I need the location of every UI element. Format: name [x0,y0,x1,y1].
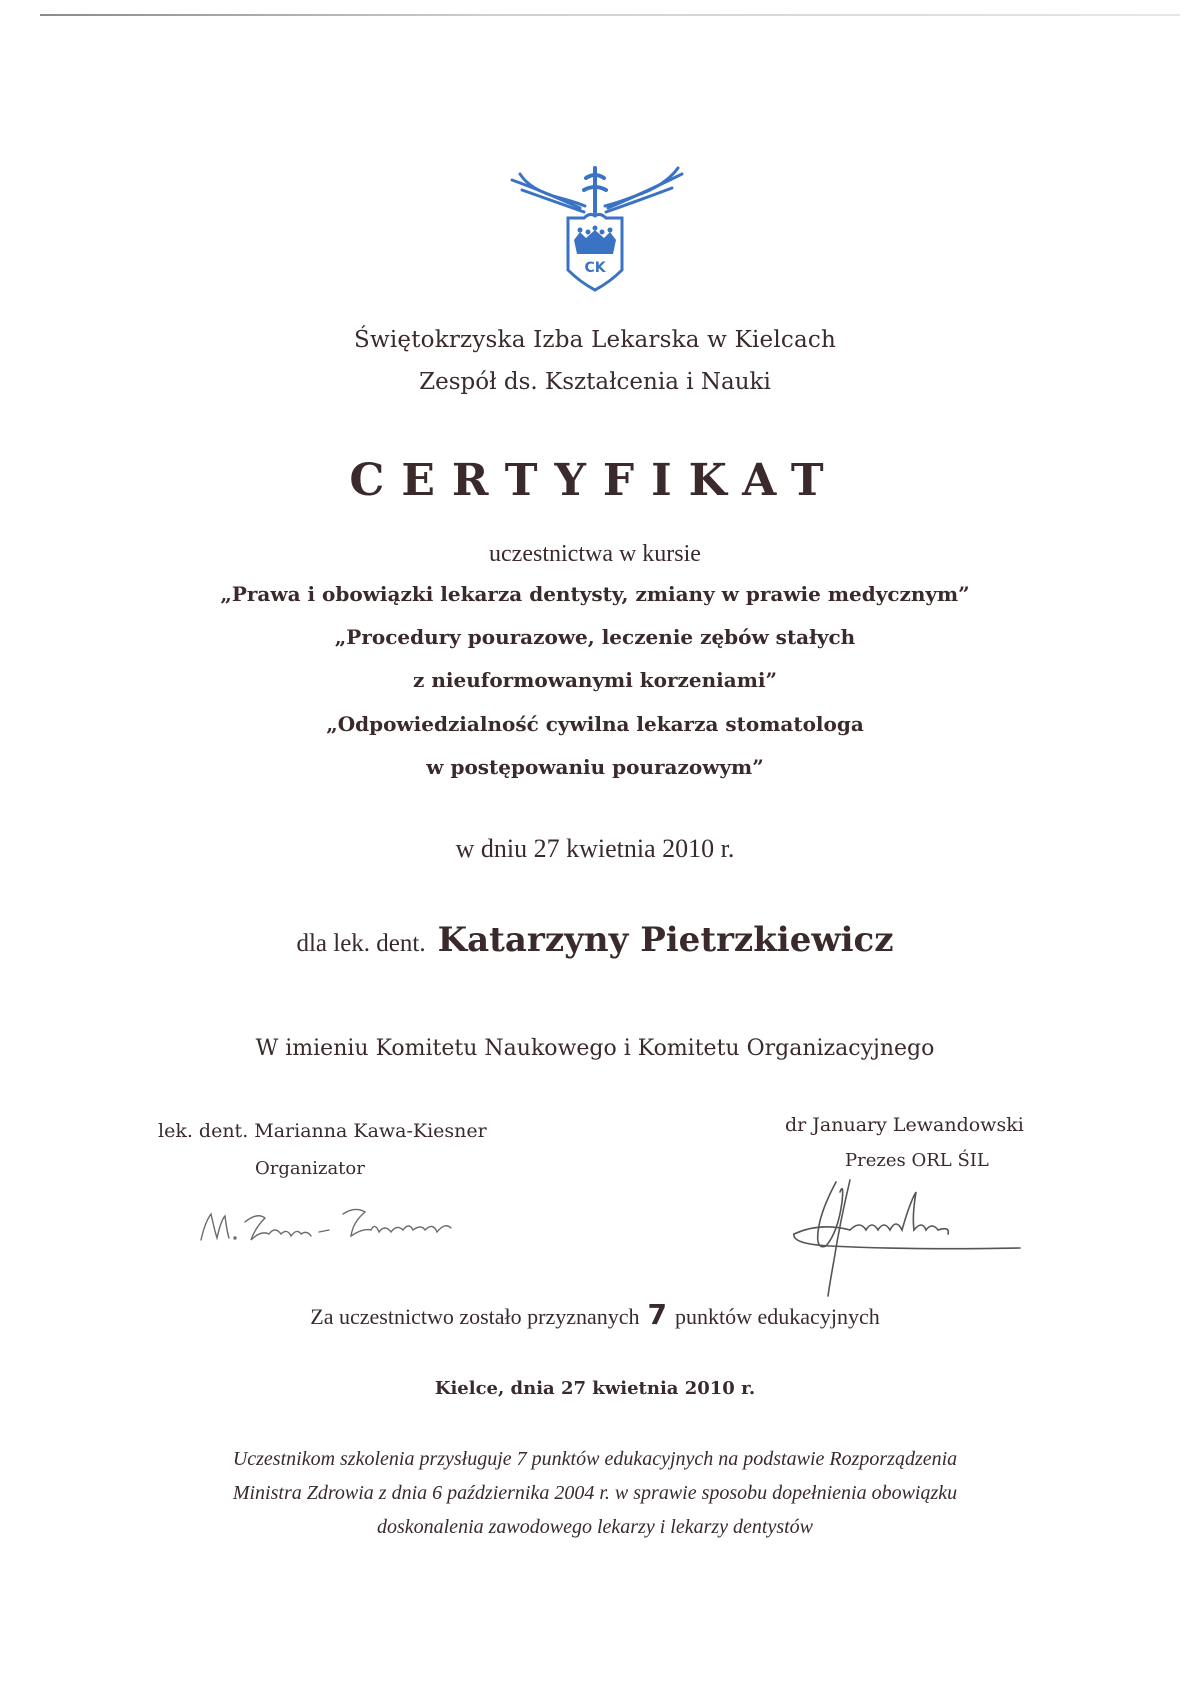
points-value: 7 [647,1298,668,1331]
medical-chamber-crest-icon [500,150,690,300]
course-line: „Prawa i obowiązki lekarza dentysty, zmiany w prawie medycznym” [220,582,970,606]
points-text-after: punktów edukacyjnych [675,1304,880,1329]
president-role: Prezes ORL ŚIL [845,1150,989,1171]
team-name: Zespół ds. Kształcenia i Nauki [419,369,771,395]
logo-text: CK [584,260,606,276]
recipient-line [0,920,1190,960]
footnote-line: doskonalenia zawodowego lekarzy i lekarzy dentystów [376,1516,814,1538]
organizer-signature [195,1192,485,1262]
president-name: dr January Lewandowski [785,1114,1024,1136]
scan-top-edge-line [40,14,1180,16]
president-signature [790,1172,1040,1302]
footnote-line: Uczestnikom szkolenia przysługuje 7 punktów edukacyjnych na podstawie Rozporządzenia [232,1448,958,1470]
course-line: w postępowaniu pourazowym” [426,755,764,779]
participation-lead: uczestnictwa w kursie [489,541,701,567]
recipient-prefix: dla lek. dent. [296,930,426,957]
footnote-line: Ministra Zdrowia z dnia 6 października 2004 r. w sprawie sposobu dopełnienia obowiązku [232,1482,958,1504]
chamber-logo [500,150,690,300]
on-behalf-line: W imieniu Komitetu Naukowego i Komitetu Organizacyjnego [255,1036,935,1061]
place-and-date: Kielce, dnia 27 kwietnia 2010 r. [434,1378,756,1399]
points-text-before: Za uczestnictwo zostało przyznanych [310,1304,640,1329]
course-line: „Odpowiedzialność cywilna lekarza stomatologa [326,712,864,736]
recipient-name: Katarzyny Pietrzkiewicz [437,920,894,960]
certificate-title: CERTYFIKAT [349,455,841,506]
event-date: w dniu 27 kwietnia 2010 r. [455,834,735,863]
organizer-name: lek. dent. Marianna Kawa-Kiesner [158,1120,487,1142]
course-line: z nieuformowanymi korzeniami” [413,668,777,692]
course-line: „Procedury pourazowe, leczenie zębów stałych [334,625,856,649]
organization-name: Świętokrzyska Izba Lekarska w Kielcach [354,327,836,353]
points-line [0,1298,1190,1331]
organizer-role: Organizator [255,1158,365,1179]
